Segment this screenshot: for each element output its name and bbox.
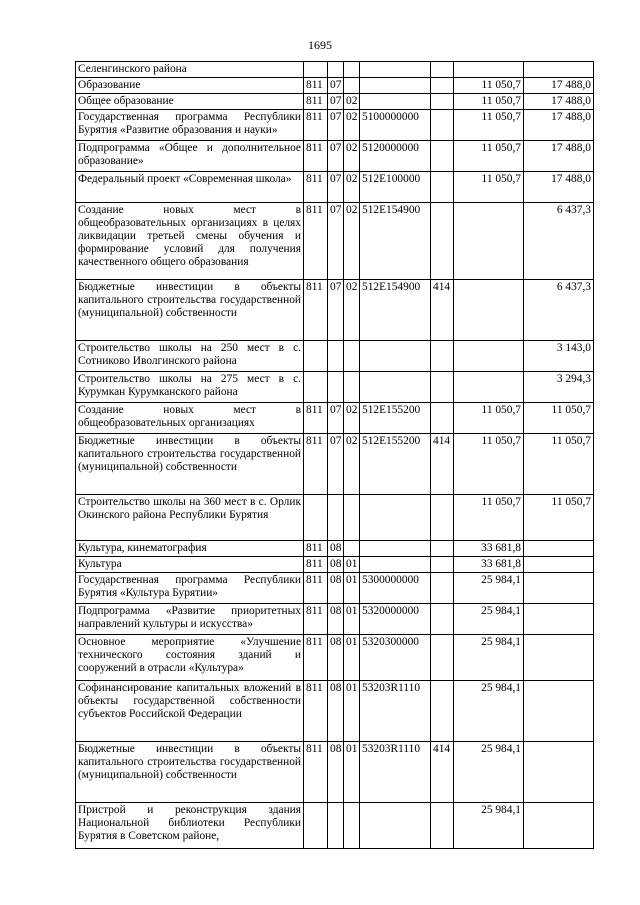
row-subsection: 02: [344, 110, 360, 141]
row-target-code: 512E155200: [360, 403, 431, 434]
row-amount-2: 6 437,3: [524, 280, 594, 341]
row-name: Основное мероприятие «Улучшение технического состояния зданий и сооружений в отрасли «Культура»: [76, 635, 304, 681]
row-gr: 811: [304, 681, 328, 742]
row-amount-1: [454, 280, 524, 341]
row-subsection: [344, 541, 360, 557]
row-amount-2: 11 050,7: [524, 403, 594, 434]
row-amount-1: [454, 372, 524, 403]
row-target-code: [360, 495, 431, 541]
row-gr: [304, 62, 328, 78]
row-subsection: 02: [344, 434, 360, 495]
row-target-code: 5320000000: [360, 604, 431, 635]
row-section: [328, 495, 344, 541]
row-subsection: 01: [344, 573, 360, 604]
row-expense-type: [431, 141, 454, 172]
row-section: 08: [328, 742, 344, 803]
row-section: 08: [328, 681, 344, 742]
table-row: [76, 742, 594, 803]
row-target-code: [360, 557, 431, 573]
row-amount-1: [454, 62, 524, 78]
row-subsection: 02: [344, 141, 360, 172]
row-amount-1: 25 984,1: [454, 742, 524, 803]
table-row: [76, 803, 594, 849]
row-amount-2: 6 437,3: [524, 203, 594, 280]
row-name: Культура, кинематография: [76, 541, 304, 557]
row-name: Софинансирование капитальных вложений в объекты государственной собственности субъектов Российской Федерации: [76, 681, 304, 742]
row-section: 07: [328, 94, 344, 110]
row-amount-1: 25 984,1: [454, 681, 524, 742]
table-row: [76, 203, 594, 280]
row-section: 07: [328, 434, 344, 495]
row-amount-1: [454, 203, 524, 280]
table-row: [76, 604, 594, 635]
row-section: 07: [328, 141, 344, 172]
row-section: 07: [328, 172, 344, 203]
row-expense-type: [431, 403, 454, 434]
row-amount-1: 33 681,8: [454, 557, 524, 573]
row-amount-2: [524, 803, 594, 849]
row-amount-2: [524, 541, 594, 557]
row-name: Бюджетные инвестиции в объекты капитального строительства государственной (муниципальной) собственности: [76, 434, 304, 495]
row-name: Государственная программа Республики Бурятия «Культура Бурятии»: [76, 573, 304, 604]
table-row: [76, 172, 594, 203]
row-amount-1: 25 984,1: [454, 635, 524, 681]
row-gr: 811: [304, 403, 328, 434]
row-amount-1: [454, 341, 524, 372]
table-row: [76, 110, 594, 141]
row-name: Культура: [76, 557, 304, 573]
row-subsection: 01: [344, 635, 360, 681]
row-name: Селенгинского района: [76, 62, 304, 78]
row-target-code: [360, 341, 431, 372]
row-amount-2: [524, 62, 594, 78]
table-row: [76, 557, 594, 573]
row-gr: [304, 372, 328, 403]
row-gr: 811: [304, 604, 328, 635]
row-section: 08: [328, 541, 344, 557]
row-section: 08: [328, 557, 344, 573]
row-amount-2: 11 050,7: [524, 434, 594, 495]
row-target-code: 512E154900: [360, 203, 431, 280]
row-gr: 811: [304, 434, 328, 495]
row-expense-type: [431, 635, 454, 681]
row-section: [328, 62, 344, 78]
row-section: 07: [328, 280, 344, 341]
row-gr: 811: [304, 280, 328, 341]
row-amount-1: 11 050,7: [454, 110, 524, 141]
table-row: [76, 495, 594, 541]
row-section: [328, 803, 344, 849]
row-section: [328, 372, 344, 403]
row-name: Бюджетные инвестиции в объекты капитального строительства государственной (муниципальной) собственности: [76, 280, 304, 341]
row-gr: 811: [304, 541, 328, 557]
row-name: Подпрограмма «Общее и дополнительное образование»: [76, 141, 304, 172]
row-amount-1: 11 050,7: [454, 403, 524, 434]
budget-table: [75, 61, 594, 849]
row-name: Создание новых мест в общеобразовательных организациях в целях ликвидации третьей смены обучения и формирование условий для получения качественного общего образования: [76, 203, 304, 280]
row-name: Государственная программа Республики Бурятия «Развитие образования и науки»: [76, 110, 304, 141]
table-row: [76, 541, 594, 557]
table-row: [76, 635, 594, 681]
row-target-code: [360, 62, 431, 78]
row-expense-type: [431, 94, 454, 110]
row-name: Строительство школы на 360 мест в с. Орлик Окинского района Республики Бурятия: [76, 495, 304, 541]
row-amount-2: 3 143,0: [524, 341, 594, 372]
row-expense-type: [431, 372, 454, 403]
row-section: 08: [328, 573, 344, 604]
row-amount-2: 3 294,3: [524, 372, 594, 403]
row-section: 07: [328, 78, 344, 94]
row-amount-2: 17 488,0: [524, 110, 594, 141]
row-amount-1: 25 984,1: [454, 604, 524, 635]
row-subsection: [344, 372, 360, 403]
row-amount-1: 11 050,7: [454, 434, 524, 495]
budget-table-body: [76, 62, 594, 849]
table-row: [76, 341, 594, 372]
table-row: [76, 62, 594, 78]
row-expense-type: [431, 495, 454, 541]
row-name: Общее образование: [76, 94, 304, 110]
row-expense-type: [431, 203, 454, 280]
row-amount-1: 11 050,7: [454, 78, 524, 94]
row-name: Строительство школы на 275 мест в с. Курумкан Курумканского района: [76, 372, 304, 403]
row-amount-2: 17 488,0: [524, 141, 594, 172]
row-amount-1: 11 050,7: [454, 495, 524, 541]
row-subsection: 01: [344, 604, 360, 635]
row-target-code: 5320300000: [360, 635, 431, 681]
row-gr: 811: [304, 573, 328, 604]
row-section: 07: [328, 403, 344, 434]
row-name: Пристрой и реконструкция здания Национальной библиотеки Республики Бурятия в Советском районе,: [76, 803, 304, 849]
row-expense-type: [431, 557, 454, 573]
row-expense-type: [431, 172, 454, 203]
row-target-code: 5100000000: [360, 110, 431, 141]
row-amount-1: 33 681,8: [454, 541, 524, 557]
row-expense-type: [431, 341, 454, 372]
row-amount-1: 25 984,1: [454, 573, 524, 604]
row-section: 07: [328, 110, 344, 141]
row-subsection: 02: [344, 94, 360, 110]
row-amount-2: [524, 604, 594, 635]
table-row: [76, 681, 594, 742]
row-gr: 811: [304, 110, 328, 141]
row-target-code: 512E154900: [360, 280, 431, 341]
row-target-code: 5300000000: [360, 573, 431, 604]
row-target-code: [360, 78, 431, 94]
row-subsection: 01: [344, 742, 360, 803]
row-expense-type: [431, 803, 454, 849]
row-target-code: [360, 803, 431, 849]
row-name: Создание новых мест в общеобразовательных организациях: [76, 403, 304, 434]
row-gr: [304, 341, 328, 372]
row-gr: 811: [304, 172, 328, 203]
row-name: Бюджетные инвестиции в объекты капитального строительства государственной (муниципальной) собственности: [76, 742, 304, 803]
row-amount-2: [524, 573, 594, 604]
row-target-code: 53203R1110: [360, 681, 431, 742]
table-row: [76, 280, 594, 341]
row-subsection: [344, 803, 360, 849]
table-row: [76, 434, 594, 495]
row-gr: 811: [304, 141, 328, 172]
row-amount-1: 11 050,7: [454, 141, 524, 172]
row-subsection: [344, 495, 360, 541]
row-amount-2: [524, 742, 594, 803]
row-subsection: 02: [344, 403, 360, 434]
row-section: 08: [328, 604, 344, 635]
row-subsection: 02: [344, 172, 360, 203]
row-amount-1: 11 050,7: [454, 94, 524, 110]
row-expense-type: 414: [431, 434, 454, 495]
row-subsection: 02: [344, 203, 360, 280]
row-expense-type: 414: [431, 280, 454, 341]
row-target-code: [360, 541, 431, 557]
row-amount-2: 11 050,7: [524, 495, 594, 541]
row-amount-2: 17 488,0: [524, 94, 594, 110]
row-expense-type: [431, 681, 454, 742]
row-expense-type: [431, 62, 454, 78]
row-target-code: 512E155200: [360, 434, 431, 495]
row-subsection: 01: [344, 681, 360, 742]
table-row: [76, 78, 594, 94]
row-target-code: 53203R1110: [360, 742, 431, 803]
row-amount-2: [524, 681, 594, 742]
row-section: 07: [328, 203, 344, 280]
row-amount-2: [524, 557, 594, 573]
table-row: [76, 94, 594, 110]
row-gr: 811: [304, 742, 328, 803]
row-amount-2: 17 488,0: [524, 78, 594, 94]
table-row: [76, 573, 594, 604]
row-gr: 811: [304, 203, 328, 280]
row-gr: [304, 495, 328, 541]
row-subsection: 02: [344, 280, 360, 341]
row-target-code: [360, 372, 431, 403]
row-gr: 811: [304, 557, 328, 573]
row-name: Строительство школы на 250 мест в с. Сотниково Иволгинского района: [76, 341, 304, 372]
row-amount-1: 11 050,7: [454, 172, 524, 203]
row-gr: 811: [304, 94, 328, 110]
row-target-code: 512E100000: [360, 172, 431, 203]
row-subsection: [344, 78, 360, 94]
row-expense-type: [431, 573, 454, 604]
row-subsection: 01: [344, 557, 360, 573]
row-expense-type: [431, 604, 454, 635]
table-row: [76, 403, 594, 434]
row-gr: 811: [304, 635, 328, 681]
row-subsection: [344, 341, 360, 372]
row-name: Образование: [76, 78, 304, 94]
row-amount-2: 17 488,0: [524, 172, 594, 203]
row-expense-type: [431, 110, 454, 141]
row-amount-1: 25 984,1: [454, 803, 524, 849]
row-gr: [304, 803, 328, 849]
row-subsection: [344, 62, 360, 78]
row-expense-type: 414: [431, 742, 454, 803]
row-name: Подпрограмма «Развитие приоритетных направлений культуры и искусства»: [76, 604, 304, 635]
table-row: [76, 372, 594, 403]
table-row: [76, 141, 594, 172]
row-target-code: [360, 94, 431, 110]
page-number: 1695: [308, 38, 332, 52]
row-amount-2: [524, 635, 594, 681]
row-target-code: 5120000000: [360, 141, 431, 172]
row-section: [328, 341, 344, 372]
row-expense-type: [431, 541, 454, 557]
row-gr: 811: [304, 78, 328, 94]
row-expense-type: [431, 78, 454, 94]
row-section: 08: [328, 635, 344, 681]
row-name: Федеральный проект «Современная школа»: [76, 172, 304, 203]
